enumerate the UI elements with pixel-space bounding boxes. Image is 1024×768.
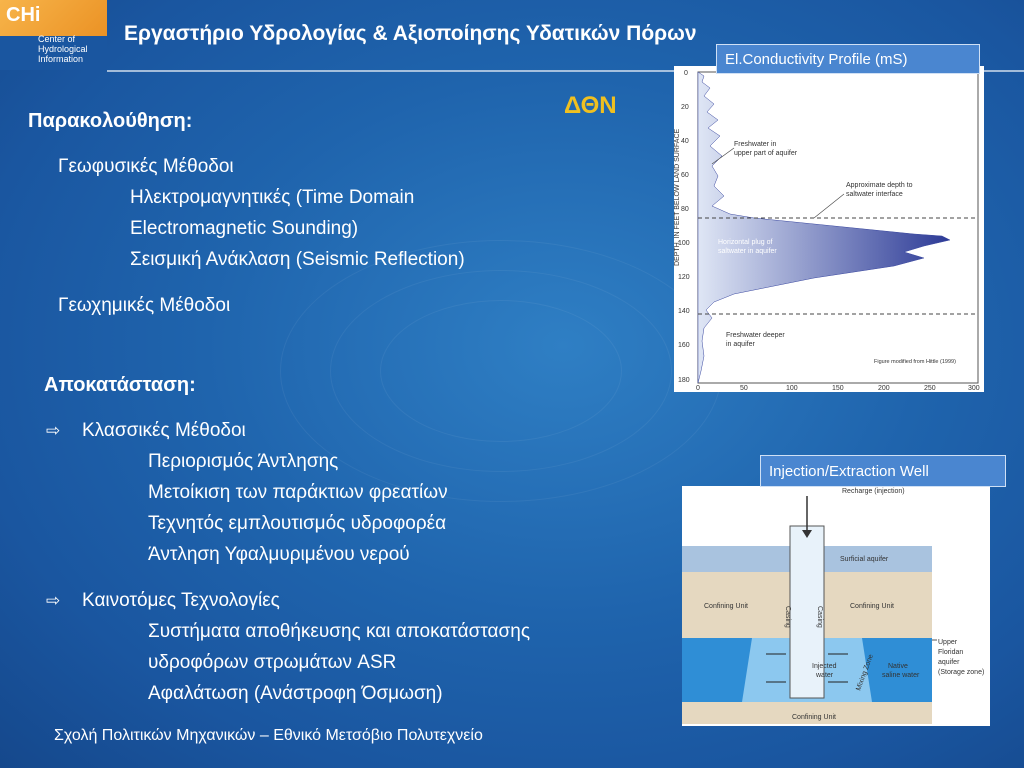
annotation-freshwater-deeper-2: in aquifer: [726, 341, 755, 348]
figure-credit: Figure modified from Hittle (1999): [874, 359, 956, 365]
y-tick: 180: [678, 377, 690, 384]
background-ripple: [280, 240, 722, 502]
monitoring-sub-seismic: Σεισμική Ανάκλαση (Seismic Reflection): [130, 249, 465, 270]
annotation-leader: [814, 194, 844, 218]
arrow-bullet-icon: ⇨: [46, 421, 61, 440]
y-tick: 60: [681, 172, 689, 179]
conductivity-profile-figure: [674, 66, 984, 392]
injection-caption: Injection/Extraction Well: [760, 455, 1006, 487]
upper-floridan-label: Upper: [938, 639, 958, 646]
logo-line2: Hydrological: [38, 44, 88, 54]
y-tick: 0: [684, 70, 688, 77]
restoration-sub-pumping: Περιορισμός Άντλησης: [148, 451, 339, 472]
x-tick: 250: [924, 385, 936, 392]
slide-title: Εργαστήριο Υδρολογίας & Αξιοποίησης Υδατικών Πόρων: [124, 22, 697, 45]
annotation-saltwater-plug-2: saltwater in aquifer: [718, 248, 777, 255]
arrow-bullet-icon: ⇨: [46, 591, 61, 610]
y-tick: 120: [678, 274, 690, 281]
restoration-sub-recharge: Τεχνητός εμπλουτισμός υδροφορέα: [148, 513, 447, 534]
monitoring-sub-electromagnetic-cont: Electromagnetic Sounding): [130, 218, 359, 239]
restoration-sub-asr: Συστήματα αποθήκευσης και αποκατάστασης: [148, 621, 530, 642]
footer-text: Σχολή Πολιτικών Μηχανικών – Εθνικό Μετσόβιο Πολυτεχνείο: [54, 727, 483, 744]
injected-label-2: water: [816, 672, 834, 679]
restoration-item-innovative: Καινοτόμες Τεχνολογίες: [82, 590, 280, 611]
surficial-label: Surficial aquifer: [840, 556, 889, 563]
logo-line3: Information: [38, 54, 84, 64]
casing-label-right: Casing: [816, 606, 823, 628]
y-tick: 20: [681, 104, 689, 111]
restoration-sub-brackish: Άντληση Υφαλμυριμένου νερού: [148, 544, 410, 565]
conductivity-profile-svg: [674, 66, 984, 392]
y-tick: 160: [678, 342, 690, 349]
monitoring-heading: Παρακολούθηση:: [28, 110, 193, 132]
y-tick: 40: [681, 138, 689, 145]
annotation-freshwater-upper-2: upper part of aquifer: [734, 150, 798, 157]
restoration-heading: Αποκατάσταση:: [44, 374, 196, 396]
bottom-confining-label: Confining Unit: [792, 714, 836, 721]
upper-floridan-label-4: (Storage zone): [938, 669, 985, 676]
annotation-freshwater-deeper: Freshwater deeper: [726, 332, 785, 339]
monitoring-sub-electromagnetic: Ηλεκτρομαγνητικές (Time Domain: [130, 187, 415, 208]
logo-abbr: CHi: [6, 4, 41, 26]
native-label: Native: [888, 663, 908, 670]
injection-well-svg: [682, 486, 990, 726]
upper-floridan-label-3: aquifer: [938, 659, 960, 666]
x-tick: 50: [740, 385, 748, 392]
restoration-sub-asr-cont: υδροφόρων στρωμάτων ASR: [148, 652, 397, 673]
chi-logo: [0, 0, 107, 70]
monitoring-item-geophysical: Γεωφυσικές Μέθοδοι: [58, 156, 234, 177]
logo-text: [38, 34, 88, 64]
restoration-sub-desalination: Αφαλάτωση (Ανάστροφη Όσμωση): [148, 683, 443, 704]
native-label-2: saline water: [882, 672, 920, 679]
restoration-sub-relocation: Μετοίκιση των παράκτιων φρεατίων: [148, 482, 448, 503]
injected-label: Injected: [812, 663, 837, 670]
y-tick: 140: [678, 308, 690, 315]
annotation-interface-2: saltwater interface: [846, 191, 903, 198]
y-tick: 80: [681, 206, 689, 213]
recharge-label: Recharge (injection): [842, 488, 905, 495]
y-tick: 100: [678, 240, 690, 247]
conductivity-caption: El.Conductivity Profile (mS): [716, 44, 980, 74]
confining-right-label: Confining Unit: [850, 603, 894, 610]
restoration-item-classic: Κλασσικές Μέθοδοι: [82, 420, 246, 441]
annotation-interface: Approximate depth to: [846, 182, 913, 189]
annotation-saltwater-plug: Horizontal plug of: [718, 239, 773, 246]
monitoring-item-geochemical: Γεωχημικές Μέθοδοι: [58, 295, 231, 316]
x-tick: 300: [968, 385, 980, 392]
x-tick: 100: [786, 385, 798, 392]
logo-line1: Center of: [38, 34, 76, 44]
mixing-zone-label: Mixing Zone: [855, 653, 875, 692]
casing-label-left: Casing: [784, 606, 791, 628]
dth-badge: ΔΘΝ: [564, 92, 617, 119]
confining-left-label: Confining Unit: [704, 603, 748, 610]
annotation-freshwater-upper: Freshwater in: [734, 141, 777, 148]
x-ticks: [696, 385, 980, 392]
injection-well-figure: [682, 486, 990, 726]
upper-floridan-label-2: Floridan: [938, 649, 964, 656]
y-axis-label: DEPTH, IN FEET BELOW LAND SURFACE: [674, 128, 681, 266]
x-tick: 200: [878, 385, 890, 392]
x-tick: 150: [832, 385, 844, 392]
x-tick: 0: [696, 385, 700, 392]
